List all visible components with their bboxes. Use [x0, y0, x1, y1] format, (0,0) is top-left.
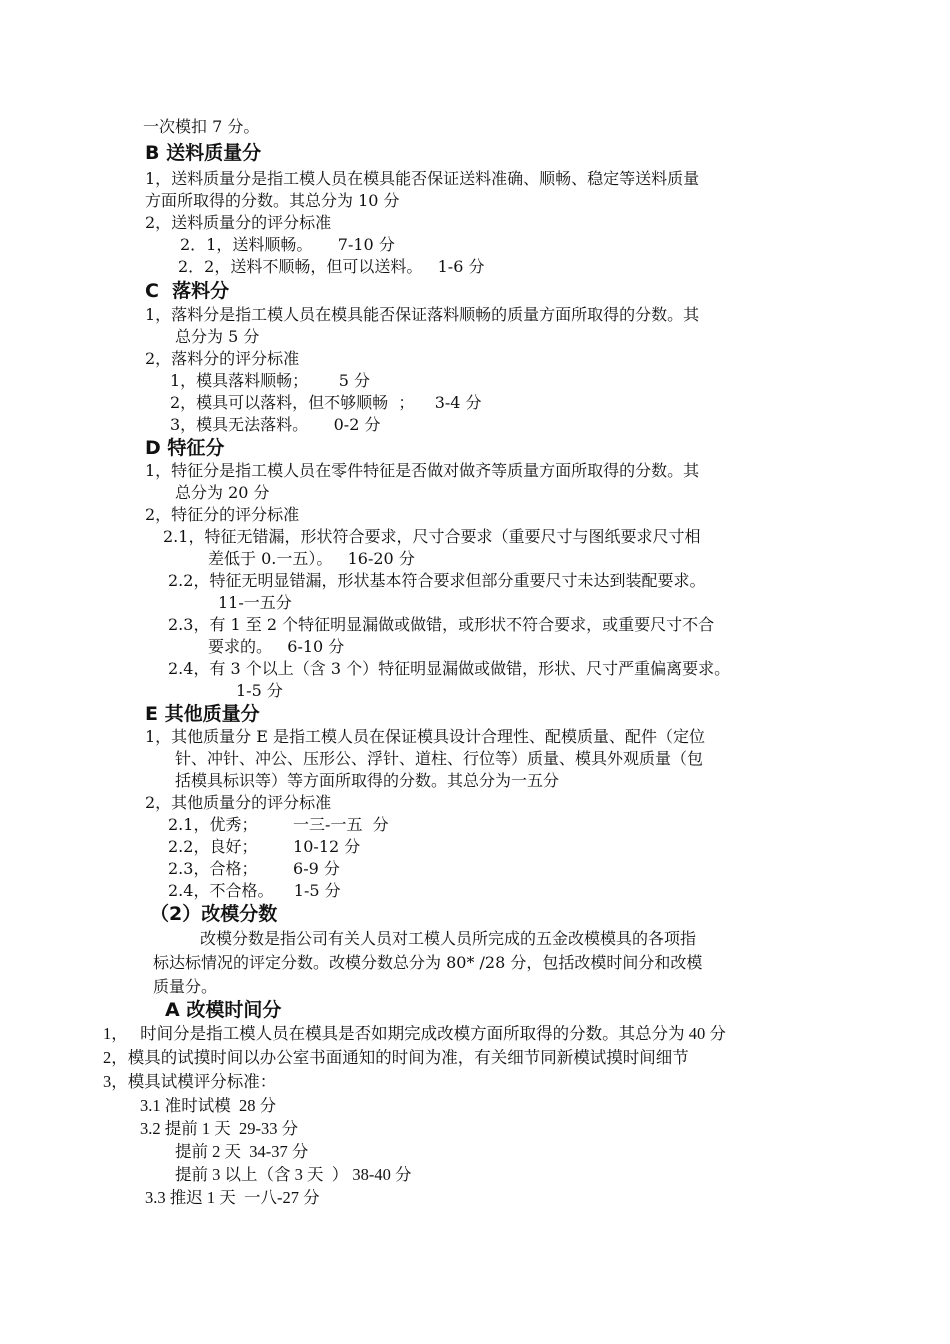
text-line: 2.3，有 1 至 2 个特征明显漏做或做错，或形状不符合要求，或重要尺寸不合	[168, 615, 715, 634]
section-heading: D 特征分	[145, 437, 225, 459]
text-line: 总分为 5 分	[175, 327, 260, 346]
text-line: 2，落料分的评分标准	[145, 349, 300, 368]
text-line: 2.4，有 3 个以上（含 3 个）特征明显漏做或做错，形状、尺寸严重偏离要求。	[168, 659, 731, 678]
text-line: 标达标情况的评定分数。改模分数总分为 80* /28 分，包括改模时间分和改模	[153, 953, 703, 972]
section-heading: C 落料分	[145, 280, 230, 302]
text-line: 2，模具可以落料，但不够顺畅 ； 3-4 分	[170, 393, 482, 412]
text-line: 2．2，送料不顺畅，但可以送料。 1-6 分	[178, 257, 485, 276]
text-line: 括模具标识等）等方面所取得的分数。其总分为一五分	[175, 771, 560, 790]
text-line: 2.2，良好； 10-12 分	[168, 837, 361, 856]
text-line: 1，其他质量分 E 是指工模人员在保证模具设计合理性、配模质量、配件（定位	[145, 727, 706, 746]
text-line: 2，送料质量分的评分标准	[145, 213, 332, 232]
text-line: 2，其他质量分的评分标准	[145, 793, 332, 812]
text-line: 1-5 分	[236, 681, 283, 700]
text-line: 3.2 提前 1 天 29-33 分	[140, 1119, 299, 1138]
text-line: 1，落料分是指工模人员在模具能否保证落料顺畅的质量方面所取得的分数。其	[145, 305, 700, 324]
text-line: 3.3 推迟 1 天 一八-27 分	[145, 1188, 320, 1207]
text-line: 2.1，优秀； 一三-一五 分	[168, 815, 389, 834]
section-heading: E 其他质量分	[145, 703, 260, 725]
text-line: 总分为 20 分	[175, 483, 270, 502]
text-line: 提前 2 天 34-37 分	[175, 1142, 309, 1161]
text-line: 11-一五分	[218, 593, 292, 612]
text-line: 3，模具试模评分标准：	[103, 1072, 277, 1091]
section-heading: A 改模时间分	[165, 999, 282, 1021]
text-line: 要求的。 6-10 分	[208, 637, 345, 656]
text-line: 提前 3 以上（含 3 天 ） 38-40 分	[175, 1165, 412, 1184]
text-line: 针、冲针、冲公、压形公、浮针、道柱、行位等）质量、模具外观质量（包	[175, 749, 704, 768]
text-line: 2.4，不合格。 1-5 分	[168, 881, 341, 900]
text-line: 2.3，合格； 6-9 分	[168, 859, 340, 878]
text-line: 2，特征分的评分标准	[145, 505, 300, 524]
text-line: 2.2，特征无明显错漏，形状基本符合要求但部分重要尺寸未达到装配要求。	[168, 571, 706, 590]
text-line: 2.1，特征无错漏，形状符合要求，尺寸合要求（重要尺寸与图纸要求尺寸相	[163, 527, 701, 546]
text-line: 1， 时间分是指工模人员在模具是否如期完成改模方面所取得的分数。其总分为 40 分	[103, 1024, 726, 1043]
text-line: 方面所取得的分数。其总分为 10 分	[145, 191, 400, 210]
text-line: 1，模具落料顺畅； 5 分	[170, 371, 370, 390]
text-line: 3，模具无法落料。 0-2 分	[170, 415, 381, 434]
text-line: 一次模扣 7 分。	[143, 117, 260, 136]
section-heading: B 送料质量分	[145, 142, 262, 164]
text-line: 1，特征分是指工模人员在零件特征是否做对做齐等质量方面所取得的分数。其	[145, 461, 700, 480]
text-line: 改模分数是指公司有关人员对工模人员所完成的五金改模模具的各项指	[200, 929, 697, 948]
text-line: 2．1，送料顺畅。 7-10 分	[180, 235, 395, 254]
text-line: 3.1 准时试模 28 分	[140, 1096, 277, 1115]
text-line: 2，模具的试摸时间以办公室书面通知的时间为准，有关细节同新模试摸时间细节	[103, 1048, 689, 1067]
section-heading: （2）改模分数	[150, 903, 278, 925]
text-line: 质量分。	[153, 977, 218, 996]
text-line: 差低于 0.一五）。 16-20 分	[208, 549, 415, 568]
text-line: 1，送料质量分是指工模人员在模具能否保证送料准确、顺畅、稳定等送料质量	[145, 169, 700, 188]
